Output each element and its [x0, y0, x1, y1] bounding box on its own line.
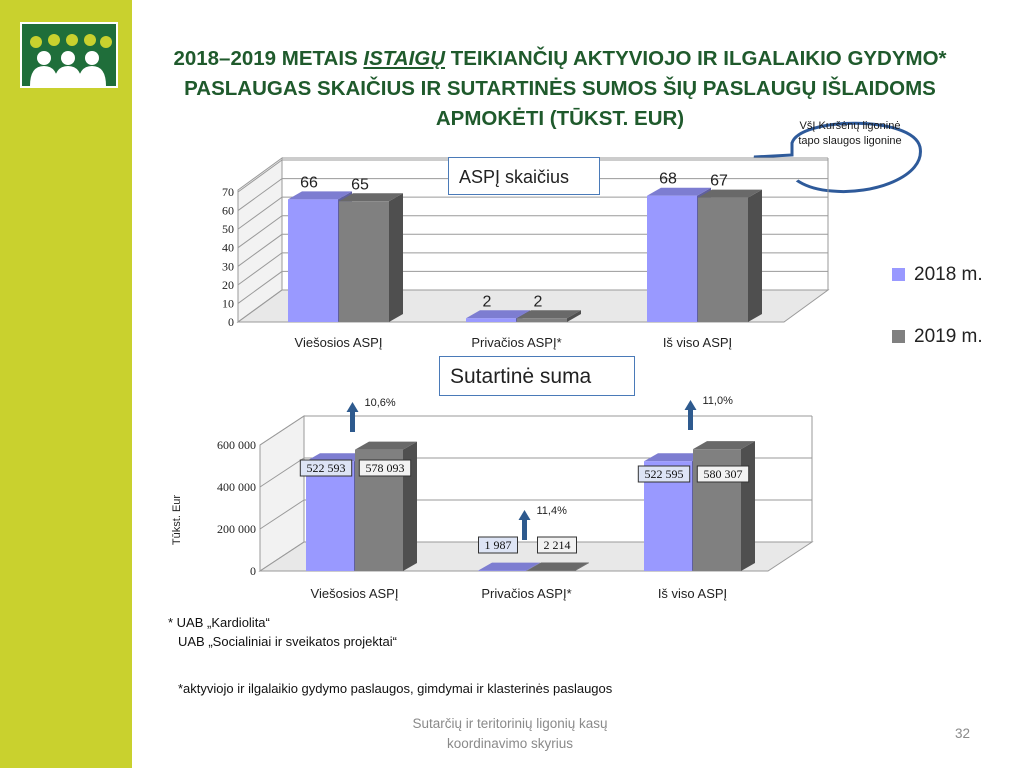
- y-tick-label: 0: [228, 315, 234, 329]
- y-tick-label: 20: [222, 277, 234, 292]
- chart2-y-axis-title: Tūkst. Eur: [171, 494, 183, 546]
- callout-text: VšĮ Kuršėnų ligoninė tapo slaugos ligonine: [798, 120, 902, 147]
- arrow-up-icon: [350, 412, 355, 432]
- data-label: 65: [351, 176, 369, 194]
- data-label: 66: [300, 174, 318, 192]
- chart2-y-axis: [217, 438, 256, 578]
- data-label: 67: [710, 172, 728, 190]
- x-tick-label: Viešosios ASPĮ: [294, 335, 383, 350]
- footnote-services: *aktyviojo ir ilgalaikio gydymo paslaugos, gimdymai ir klasterinės paslaugos: [178, 681, 613, 696]
- footnote-line-2: UAB „Socialiniai ir sveikatos projektai“: [178, 634, 397, 649]
- arrow-up-icon: [347, 402, 359, 412]
- data-label: 2: [533, 293, 543, 311]
- arrow-up-icon: [685, 400, 697, 410]
- data-label: 578 093: [365, 461, 405, 475]
- title-line-2: PASLAUGAS SKAIČIUS IR SUTARTINĖS SUMOS ŠIŲ PASLAUGŲ IŠLAIDOMS: [184, 77, 936, 100]
- growth-label: 11,0%: [702, 395, 733, 407]
- data-label: 2: [482, 293, 492, 311]
- footnote-companies: [168, 613, 397, 651]
- x-tick-label: Iš viso ASPĮ: [657, 586, 728, 601]
- y-tick-label: 200 000: [217, 522, 256, 536]
- data-label: 1 987: [484, 538, 512, 552]
- x-tick-label: Viešosios ASPĮ: [310, 586, 399, 601]
- arrow-up-icon: [688, 410, 693, 430]
- title-line-3: APMOKĖTI (TŪKST. EUR): [435, 107, 685, 130]
- x-tick-label: Iš viso ASPĮ: [662, 335, 733, 350]
- legend-label-2018: 2018 m.: [914, 264, 983, 285]
- legend-item-2019: [892, 324, 983, 386]
- legend-swatch-2018: [892, 268, 905, 281]
- chart-legend: [892, 262, 983, 386]
- x-tick-label: Privačios ASPĮ*: [481, 586, 572, 601]
- y-tick-label: 10: [222, 296, 234, 311]
- y-tick-label: 50: [222, 222, 234, 237]
- growth-label: 11,4%: [536, 505, 567, 517]
- data-label: 68: [659, 170, 677, 188]
- bar-side: [741, 441, 755, 571]
- footer-department: [380, 714, 640, 754]
- arrow-up-icon: [519, 510, 531, 520]
- bar-0-0: [306, 461, 354, 571]
- x-tick-label: Privačios ASPĮ*: [471, 335, 562, 350]
- chart2-x-axis: [311, 586, 728, 601]
- footnote-line-1: * UAB „Kardiolita“: [168, 615, 270, 630]
- title-part: 2018–2019 METAIS: [173, 47, 364, 70]
- data-label: 580 307: [703, 467, 743, 481]
- y-tick-label: 0: [250, 564, 256, 578]
- y-tick-label: 70: [222, 185, 234, 199]
- chart1-label-box: ASPĮ skaičius: [448, 157, 600, 195]
- page-number: 32: [954, 726, 970, 741]
- legend-item-2018: [892, 262, 983, 324]
- y-tick-label: 60: [222, 203, 234, 218]
- data-label: 522 593: [306, 461, 346, 475]
- legend-label-2019: 2019 m.: [914, 326, 983, 347]
- chart2-label-box: Sutartinė suma: [439, 356, 635, 396]
- y-tick-label: 400 000: [217, 480, 256, 494]
- title-part: TEIKIANČIŲ AKTYVIOJO IR ILGALAIKIO GYDYMO*: [445, 47, 947, 70]
- data-label: 522 595: [644, 467, 684, 481]
- y-tick-label: 600 000: [217, 438, 256, 452]
- y-tick-label: 30: [222, 259, 234, 274]
- growth-label: 10,6%: [364, 397, 396, 409]
- legend-swatch-2019: [892, 330, 905, 343]
- data-label: 2 214: [543, 538, 571, 552]
- title-emphasis: ISTAIGŲ: [363, 47, 446, 70]
- footer-line-1: Sutarčių ir teritorinių ligonių kasų: [412, 716, 608, 731]
- arrow-up-icon: [522, 520, 527, 540]
- y-tick-label: 40: [222, 240, 234, 255]
- footer-line-2: koordinavimo skyrius: [446, 736, 574, 751]
